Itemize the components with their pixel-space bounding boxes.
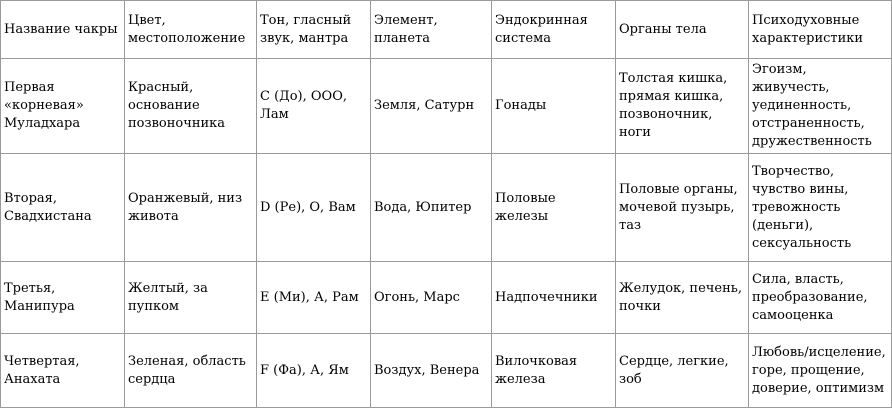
cell-endocrine-system: Надпочечники xyxy=(492,262,616,334)
cell-color-location: Оранжевый, низ живота xyxy=(125,154,257,262)
header-color-location: Цвет, местоположение xyxy=(125,1,257,59)
cell-color-location: Красный, основание позвоночника xyxy=(125,59,257,154)
cell-endocrine-system: Половые железы xyxy=(492,154,616,262)
cell-psycho-spiritual: Любовь/исцеление, горе, прощение, доверие, оптимизм xyxy=(749,334,892,408)
cell-color-location: Желтый, за пупком xyxy=(125,262,257,334)
cell-tone-vowel-mantra: E (Ми), А, Рам xyxy=(257,262,371,334)
header-endocrine-system: Эндокринная система xyxy=(492,1,616,59)
cell-chakra-name: Вторая, Свадхистана xyxy=(1,154,125,262)
cell-body-organs: Толстая кишка, прямая кишка, позвоночник, ноги xyxy=(616,59,749,154)
cell-element-planet: Огонь, Марс xyxy=(371,262,492,334)
cell-chakra-name: Третья, Манипура xyxy=(1,262,125,334)
header-element-planet: Элемент, планета xyxy=(371,1,492,59)
header-psycho-spiritual: Психодуховные характеристики xyxy=(749,1,892,59)
cell-body-organs: Желудок, печень, почки xyxy=(616,262,749,334)
cell-tone-vowel-mantra: C (До), ООО, Лам xyxy=(257,59,371,154)
cell-body-organs: Половые органы, мочевой пузырь, таз xyxy=(616,154,749,262)
cell-chakra-name: Четвертая, Анахата xyxy=(1,334,125,408)
table-row xyxy=(1,154,892,262)
table-row xyxy=(1,262,892,334)
cell-psycho-spiritual: Эгоизм, живучесть, уединенность, отстраненность, дружественность xyxy=(749,59,892,154)
table-row xyxy=(1,59,892,154)
cell-endocrine-system: Вилочковая железа xyxy=(492,334,616,408)
cell-element-planet: Вода, Юпитер xyxy=(371,154,492,262)
header-tone-vowel-mantra: Тон, гласный звук, мантра xyxy=(257,1,371,59)
cell-body-organs: Сердце, легкие, зоб xyxy=(616,334,749,408)
header-row xyxy=(1,1,892,59)
header-chakra-name: Название чакры xyxy=(1,1,125,59)
cell-element-planet: Земля, Сатурн xyxy=(371,59,492,154)
cell-psycho-spiritual: Сила, власть, преобразование, самооценка xyxy=(749,262,892,334)
cell-endocrine-system: Гонады xyxy=(492,59,616,154)
cell-psycho-spiritual: Творчество, чувство вины, тревожность (деньги), сексуальность xyxy=(749,154,892,262)
cell-color-location: Зеленая, область сердца xyxy=(125,334,257,408)
header-body-organs: Органы тела xyxy=(616,1,749,59)
cell-element-planet: Воздух, Венера xyxy=(371,334,492,408)
table-row xyxy=(1,334,892,408)
cell-chakra-name: Первая «корневая» Муладхара xyxy=(1,59,125,154)
cell-tone-vowel-mantra: D (Ре), О, Вам xyxy=(257,154,371,262)
cell-tone-vowel-mantra: F (Фа), А, Ям xyxy=(257,334,371,408)
